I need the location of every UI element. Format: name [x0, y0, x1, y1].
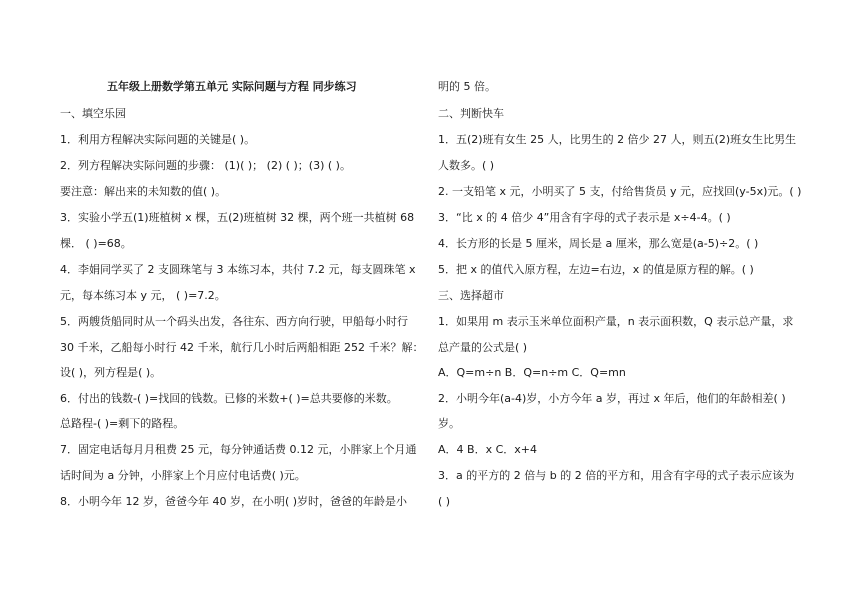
question-5-line-2: 30 千米，乙船每小时行 42 千米，航行几小时后两船相距 252 千米？解： [60, 341, 424, 354]
question-6-line-1: 6．付出的钱数-( )=找回的钱数。已修的米数+( )=总共要修的米数。 [60, 392, 398, 405]
page-title: 五年级上册数学第五单元 实际问题与方程 同步练习 [107, 80, 357, 93]
choice-2-options: A．4 B．x C．x+4 [438, 443, 537, 456]
section-true-false-heading: 二、判断快车 [438, 107, 504, 120]
choice-1-line-1: 1．如果用 m 表示玉米单位面积产量，n 表示面积数，Q 表示总产量，求 [438, 315, 794, 328]
question-2: 2．列方程解决实际问题的步骤： (1)( )； (2) ( )；(3) ( )。 [60, 159, 351, 172]
question-8-line-2: 明的 5 倍。 [438, 80, 496, 93]
question-8-line-1: 8．小明今年 12 岁，爸爸今年 40 岁，在小明( )岁时，爸爸的年龄是小 [60, 495, 408, 508]
question-6-line-2: 总路程-( )=剩下的路程。 [60, 417, 185, 430]
question-7-line-2: 话时间为 a 分钟，小胖家上个月应付电话费( )元。 [60, 469, 306, 482]
choice-2-line-1: 2．小明今年(a-4)岁，小方今年 a 岁，再过 x 年后，他们的年龄相差( ) [438, 392, 786, 405]
choice-3-line-1: 3．a 的平方的 2 倍与 b 的 2 倍的平方和，用含有字母的式子表示应该为 [438, 469, 795, 482]
question-3-line-1: 3．实验小学五(1)班植树 x 棵，五(2)班植树 32 棵，两个班一共植树 68 [60, 211, 415, 224]
question-4-line-2: 元，每本练习本 y 元， ( )=7.2。 [60, 289, 226, 302]
section-fill-in-heading: 一、填空乐园 [60, 107, 126, 120]
choice-3-line-2: ( ) [438, 495, 451, 508]
question-2-note: 要注意：解出来的未知数的值( )。 [60, 185, 227, 198]
question-5-line-3: 设( )，列方程是( )。 [60, 366, 162, 379]
choice-1-options: A．Q=m÷n B．Q=n÷m C．Q=mn [438, 366, 626, 379]
section-choice-heading: 三、选择超市 [438, 289, 504, 302]
judge-1-line-2: 人数多。( ) [438, 159, 495, 172]
choice-2-line-2: 岁。 [438, 417, 460, 430]
judge-2: 2. 一支铅笔 x 元，小明买了 5 支，付给售货员 y 元，应找回(y-5x)元。( ) [438, 185, 802, 198]
question-4-line-1: 4．李娟同学买了 2 支圆珠笔与 3 本练习本，共付 7.2 元，每支圆珠笔 x [60, 263, 416, 276]
question-7-line-1: 7．固定电话每月月租费 25 元，每分钟通话费 0.12 元，小胖家上个月通 [60, 443, 417, 456]
question-5-line-1: 5．两艘货船同时从一个码头出发，各往东、西方向行驶，甲船每小时行 [60, 315, 408, 328]
choice-1-line-2: 总产量的公式是( ) [438, 341, 528, 354]
judge-4: 4．长方形的长是 5 厘米，周长是 a 厘米，那么宽是(a-5)÷2。( ) [438, 237, 759, 250]
judge-3: 3．“比 x 的 4 倍少 4”用含有字母的式子表示是 x÷4-4。( ) [438, 211, 731, 224]
question-1: 1．利用方程解决实际问题的关键是( )。 [60, 133, 256, 146]
question-3-line-2: 棵． ( )=68。 [60, 237, 132, 250]
judge-5: 5．把 x 的值代入原方程，左边=右边，x 的值是原方程的解。( ) [438, 263, 754, 276]
judge-1-line-1: 1．五(2)班有女生 25 人，比男生的 2 倍少 27 人，则五(2)班女生比男生 [438, 133, 797, 146]
